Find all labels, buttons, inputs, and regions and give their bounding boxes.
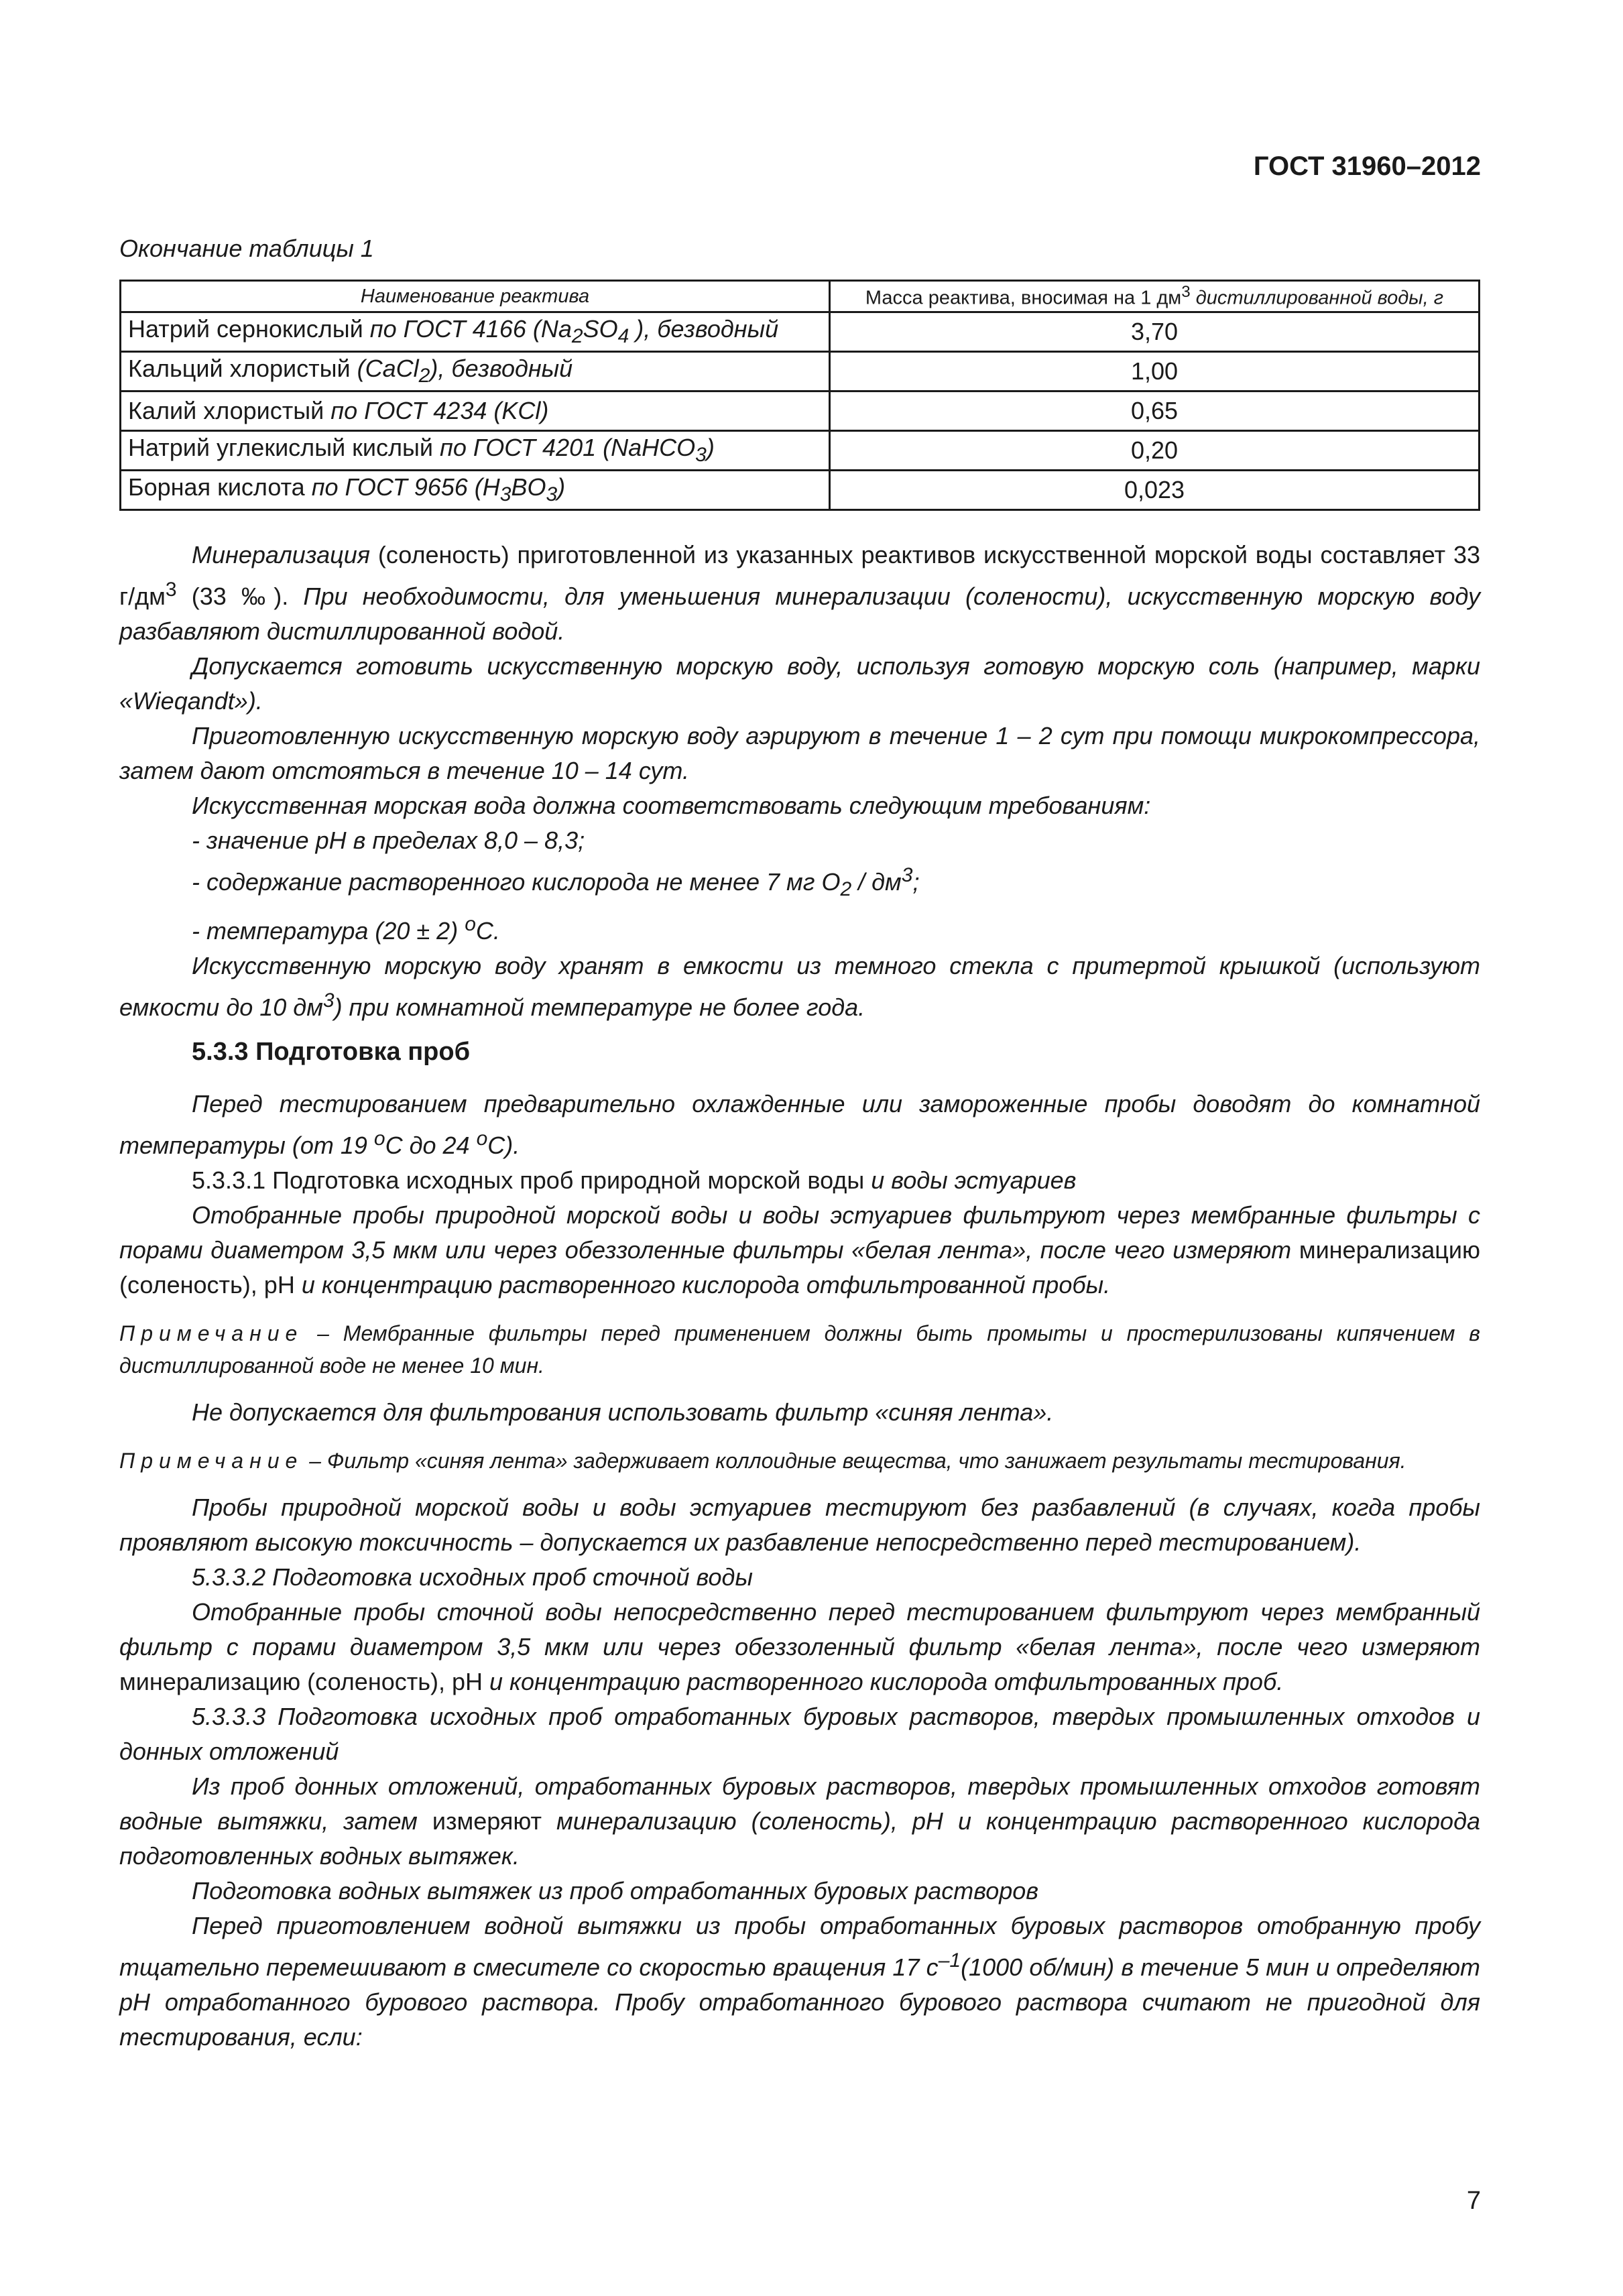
table-header-row [121,281,1480,312]
table-row [121,312,1480,352]
paragraph-blue-ribbon: Не допускается для фильтрования использовать фильтр «синяя лента». [192,1398,1054,1427]
reagent-mass: 0,20 [830,431,1480,471]
page-number: 7 [1466,2187,1481,2215]
subsection-heading-seawater: 5.3.3.1 Подготовка исходных проб природной морской воды и воды эстуариев [192,1166,1077,1195]
paragraph-extracts: Из проб донных отложений, отработанных буровых растворов, твердых промышленных отходов готовят водные вытяжки, затем измеряют минерализацию (соленость), pH и концентрацию растворенного кислорода подготовленных водных вытяжек. [119,1772,1480,1870]
standard-header: ГОСТ 31960–2012 [1253,152,1481,181]
paragraph-thaw: Перед тестированием предварительно охлажденные или замороженные пробы доводят до комнатной температуры (от 19 $^o$C до 24 $^o$C). [119,1090,1480,1160]
reagent-name: Кальций хлористый (CaCl$_2$), безводный [121,352,830,391]
requirement-oxygen: - содержание растворенного кислорода не менее 7 мг $O_2 / дм^3$; [192,864,920,901]
table-caption: Окончание таблицы 1 [119,235,374,262]
table-row [121,431,1480,471]
requirement-temperature: - температура (20 ± 2) $^o$C. [192,913,500,945]
reagent-mass: 0,65 [830,391,1480,431]
paragraph-mineralization: Минерализация (соленость) приготовленной из указанных реактивов искусственной морской воды составляет 33 $г/дм^3$ (33 ‰). При необходимости, для уменьшения минерализации (солености), искусственную морскую воду разбавляют дистиллированной водой. [119,541,1481,645]
note-blue-ribbon: Примечание – Фильтр «синяя лента» задерживает коллоидные вещества, что занижает результаты тестирования. [119,1449,1406,1473]
paragraph-sea-salt: Допускается готовить искусственную морскую воду, используя готовую морскую соль (например, марки «Wieqandt»). [119,652,1480,715]
section-heading: 5.3.3 Подготовка проб [192,1038,471,1067]
reagent-name: Калий хлористый по ГОСТ 4234 (KCl) [121,391,830,431]
paragraph-seawater-filtering: Отобранные пробы природной морской воды и воды эстуариев фильтруют через мембранные фильтры с порами диаметром 3,5 мкм или через обеззоленные фильтры «белая лента», после чего измеряют минерализацию (соленость), pH и концентрацию растворенного кислорода отфильтрованной пробы. [119,1201,1480,1299]
col-header-mass: Масса реактива, вносимая на 1 $дм^3$ дистиллированной воды, г [830,281,1480,312]
reagent-name: Борная кислота по ГОСТ 9656 $(H_3BO_3)$ [121,471,830,510]
table-row [121,391,1480,431]
document-body [119,538,1480,2055]
paragraph-no-dilution: Пробы природной морской воды и воды эстуариев тестируют без разбавлений (в случаях, когда пробы проявляют высокую токсичность – допускается их разбавление непосредственно перед тестированием). [119,1494,1480,1557]
paragraph-storage: Искусственную морскую воду хранят в емкости из темного стекла с притертой крышкой (используют емкости до 10 $дм^3$) при комнатной температуре не более года. [119,952,1480,1022]
reagent-name: Натрий сернокислый по ГОСТ 4166 ($Na_2SO_4$ ), безводный [121,312,830,352]
table-row [121,471,1480,510]
subsection-heading-drilling: 5.3.3.3 Подготовка исходных проб отработанных буровых растворов, твердых промышленных отходов и донных отложений [119,1703,1480,1766]
note-membrane-filters: Примечание – Мембранные фильтры перед применением должны быть промыты и простерилизованы кипячением в дистиллированной воде не менее 10 мин. [119,1321,1480,1378]
reagent-mass: 1,00 [830,352,1480,391]
paragraph-requirements: Искусственная морская вода должна соответствовать следующим требованиям: [192,792,1151,819]
reagent-mass: 0,023 [830,471,1480,510]
reagent-mass: 3,70 [830,312,1480,352]
requirement-ph: - значение pH в пределах 8,0 – 8,3; [192,827,585,854]
table-row [121,352,1480,391]
paragraph-extract-preparation: Подготовка водных вытяжек из проб отработанных буровых растворов [192,1877,1039,1905]
paragraph-aeration: Приготовленную искусственную морскую воду аэрируют в течение 1 – 2 сут при помощи микрокомпрессора, затем дают отстояться в течение 10 – 14 сут. [119,722,1480,784]
paragraph-wastewater-filtering: Отобранные пробы сточной воды непосредственно перед тестированием фильтруют через мембранный фильтр с порами диаметром 3,5 мкм или через обеззоленный фильтр «белая лента», после чего измеряют минерализацию (соленость), pH и концентрацию растворенного кислорода отфильтрованных проб. [119,1598,1480,1696]
reagent-table [119,280,1480,511]
col-header-reagent: Наименование реактива [121,281,830,312]
reagent-name: Натрий углекислый кислый по ГОСТ 4201 (NaHCO$_3$) [121,431,830,471]
subsection-heading-wastewater: 5.3.3.2 Подготовка исходных проб сточной воды [192,1563,753,1591]
paragraph-mixing: Перед приготовлением водной вытяжки из пробы отработанных буровых растворов отобранную пробу тщательно перемешивают в смесителе со скоростью вращения 17 $с^{-1}(1000$ об/мин) в течение 5 мин и определяют pH отработанного бурового раствора. Пробу отработанного бурового раствора считают не пригодной для тестирования, если: [119,1912,1480,2051]
